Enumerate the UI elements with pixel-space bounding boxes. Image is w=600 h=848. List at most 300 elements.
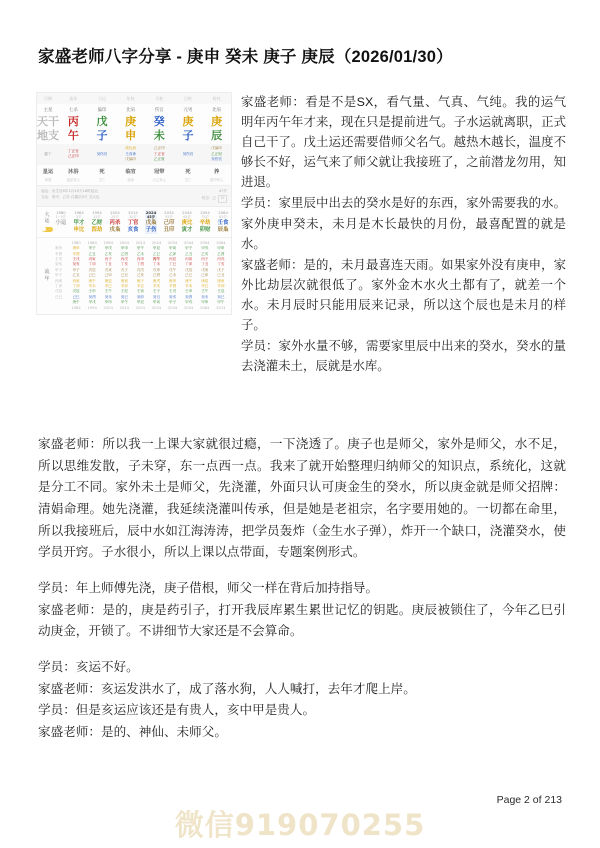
dayun-branch: 辰枭 [217, 227, 229, 233]
liunian-cell[interactable]: 辛酉 [169, 284, 177, 289]
dayun-section [37, 207, 231, 237]
liunian-cell[interactable]: 己丑 [217, 273, 225, 278]
dayun-age: 5岁 [76, 215, 82, 220]
liunian-cell[interactable]: 戊子 [217, 267, 225, 272]
chart-col-dayun: 大运 [88, 93, 117, 104]
earth-branch-row-label: 地支 [37, 129, 59, 143]
liunian-row-label: 辛酉 [55, 251, 63, 256]
liunian-foot-year: 1994 [87, 305, 97, 310]
hidden-stem-item: 癸伤官 [182, 151, 194, 156]
star-fortune-row [37, 165, 231, 176]
liunian-cell[interactable]: 甲寅 [152, 300, 161, 305]
age-text: 47岁 [218, 189, 227, 194]
liunian-cell[interactable]: 癸酉 [185, 294, 193, 299]
liunian-cell[interactable]: 辛酉 [72, 251, 80, 256]
transcript-line: 学员：家里辰中出去的癸水是好的东西，家外需要我的水。家外庚申癸未，未月是木长最快的月份，最喜配置的就是水。 [241, 196, 566, 251]
hidden-stem-row [37, 144, 231, 166]
liunian-cell[interactable]: 乙亥 [201, 251, 209, 256]
liunian-cell[interactable]: 辛未 [88, 284, 96, 289]
shensha-cell: 国印贵人 [209, 178, 224, 183]
dayun-column[interactable] [181, 210, 193, 234]
page-title: 家盛老师八字分享 - 庚申 癸未 庚子 庚辰（2026/01/30） [38, 48, 453, 66]
liunian-cell[interactable]: 甲午 [120, 300, 128, 305]
liunian-cell[interactable]: 庚辰 [104, 278, 112, 283]
liunian-cell[interactable]: 壬午 [201, 289, 209, 294]
liunian-cell[interactable]: 甲申 [104, 300, 112, 305]
liunian-cell[interactable]: 乙卯 [169, 251, 177, 256]
liunian-row-label: 壬戌 [55, 257, 63, 262]
bazi-pillar-table [37, 93, 231, 185]
dayun-branch: 子伤 [145, 227, 157, 233]
chart-col-liunian: 流年 [59, 93, 88, 104]
dayun-stem: 己印 [163, 220, 175, 227]
heaven-stem-cell: 丙 [67, 115, 79, 128]
liunian-cell[interactable]: 癸亥 [169, 294, 177, 299]
liunian-cell[interactable]: 丁巳 [169, 262, 177, 267]
liunian-grid [55, 241, 229, 311]
liunian-label-char2: 年 [44, 275, 50, 282]
shensha-cell: 天乙贵人 [152, 178, 167, 183]
hidden-stem-item: 丁正官 [153, 151, 165, 156]
liunian-foot-year: 2024 [135, 305, 146, 310]
liunian-cell[interactable]: 甲戌 [185, 300, 193, 305]
shensha-row [37, 176, 231, 185]
main-star-cell: 偏印 [97, 107, 107, 113]
chart-col-year-pillar: 年柱 [116, 93, 145, 104]
liunian-cell[interactable]: 辛卯 [120, 284, 128, 289]
dayun-column[interactable] [127, 210, 139, 234]
hidden-stem-item: 戊偏印 [125, 157, 137, 162]
star-fortune-cell: 临官 [125, 169, 136, 176]
earth-branch-row [37, 129, 231, 143]
hidden-stem-cell [174, 144, 203, 166]
liunian-cell[interactable]: 壬辰 [217, 289, 225, 294]
liunian-cell[interactable]: 甲申 [120, 246, 128, 251]
liunian-foot-year: 2014 [119, 305, 130, 310]
liunian-foot-year: 2034 [151, 305, 162, 310]
heaven-stem-cell: 庚 [125, 115, 137, 128]
dayun-year: 2014 [128, 209, 138, 215]
liunian-cell[interactable]: 丁未 [152, 262, 161, 267]
hidden-stem-cell [202, 144, 231, 166]
dayun-stem: 戊枭 [145, 220, 157, 227]
liunian-cell[interactable]: 丁亥 [217, 262, 225, 267]
main-star-row [37, 104, 231, 115]
liunian-head-year: 2054 [200, 240, 210, 245]
chart-header-row [37, 93, 231, 104]
bazi-chart-card [36, 92, 232, 315]
dayun-column[interactable] [55, 210, 67, 234]
dayun-column[interactable] [73, 210, 85, 234]
main-star-row-label: 主星 [43, 107, 53, 113]
dayun-column[interactable] [91, 210, 103, 234]
hidden-stem-item: 丁正官 [67, 148, 79, 153]
dayun-branch: 申比 [73, 227, 85, 233]
liunian-cell[interactable]: 戊申 [152, 267, 161, 272]
dayun-branch: 酉劫 [91, 227, 103, 233]
dayun-age: 25岁 [111, 215, 119, 220]
watermark: 微信919070255 [174, 808, 426, 842]
dayun-branch: 丑印 [163, 227, 175, 233]
dayun-column[interactable] [163, 210, 175, 234]
liunian-cell[interactable]: 己巳 [72, 294, 80, 299]
liunian-row-label: 丙寅 [55, 278, 63, 283]
transcript-group [38, 578, 566, 643]
liunian-cell[interactable]: 戊子 [120, 267, 128, 272]
liunian-cell[interactable]: 丁卯 [88, 262, 96, 267]
liunian-head-year: 1994 [103, 240, 113, 245]
transcript-paragraph: 学员：亥运不好。 [38, 659, 139, 674]
dayun-branch: 寅才 [181, 227, 193, 233]
liunian-cell[interactable]: 甲戌 [88, 300, 96, 305]
liunian-cell[interactable]: 戊午 [169, 267, 177, 272]
transcript-line: 家盛老师：看是不是SX，看气量、气真、气纯。我的运气明年丙午年才来，现在只是提前进气。子水运就离职，正式自己干了。戊土运还需要借师父名气。越热木越长，温度不够长不好，运气来了师父就让我接班了，之前潜龙勿用，知进退。 [241, 95, 566, 190]
dayun-age: 35岁 [129, 215, 137, 220]
dayun-stem: 丙杀 [109, 220, 121, 227]
heaven-stem-row-label: 天干 [37, 115, 59, 128]
liunian-cell[interactable]: 甲子 [88, 246, 96, 251]
dayun-age: 75岁 [201, 215, 209, 220]
hidden-stem-item: 乙正财 [153, 157, 165, 162]
transcript-paragraph: 家盛老师：是的，庚是药引子，打开我辰库累生累世记忆的钥匙。庚辰被锁住了，今年乙巳引动庚金，开锁了。不讲细节大家还是不会算命。 [38, 602, 566, 639]
hidden-stem-cell [88, 144, 117, 166]
earth-branch-cell: 申 [125, 129, 137, 143]
liunian-cell[interactable]: 甲子 [169, 300, 177, 305]
liunian-foot-year: 2044 [167, 305, 178, 310]
expand-icon[interactable]: ⊡ [218, 195, 227, 203]
liunian-head-year: 2064 [216, 240, 226, 245]
liunian-cell[interactable]: 己卯 [104, 273, 112, 278]
liunian-cell[interactable]: 癸巳 [217, 294, 225, 299]
liunian-cell[interactable]: 丙戌 [217, 257, 225, 262]
liunian-cell[interactable]: 壬辰 [120, 289, 128, 294]
liunian-row-label: 己巳 [55, 294, 63, 299]
dayun-year: 1994 [92, 209, 102, 215]
liunian-cell[interactable]: 己巳 [88, 273, 96, 278]
dayun-age: 15岁 [93, 215, 101, 220]
liunian-cell[interactable]: 甲戌 [104, 246, 112, 251]
main-star-cell: 七杀 [68, 107, 78, 113]
liunian-cell[interactable]: 甲子 [72, 267, 80, 272]
liunian-cell[interactable]: 丙子 [201, 257, 209, 262]
liunian-cell[interactable]: 乙亥 [104, 251, 112, 256]
liunian-cell[interactable]: 乙巳 [152, 251, 161, 256]
dayun-year: 1980 [56, 209, 66, 215]
liunian-cell[interactable]: 庚午 [88, 278, 96, 283]
shensha-cell: 禄神 [127, 178, 135, 183]
liunian-cell[interactable]: 戊辰 [88, 267, 96, 272]
liunian-cell[interactable]: 癸未 [104, 294, 112, 299]
liunian-cell[interactable]: 丙子 [104, 257, 112, 262]
dayun-age: 55岁 [165, 215, 173, 220]
chart-info-right [202, 189, 227, 203]
main-star-cell: 伤官 [154, 107, 164, 113]
star-fortune-row-label: 星运 [42, 169, 54, 176]
main-star-cell: 比肩 [126, 107, 136, 113]
transcript-paragraph: 家盛老师：是的、神仙、未师父。 [38, 724, 227, 739]
heaven-stem-cell: 戊 [96, 115, 108, 128]
liunian-head-year: 2024 [151, 240, 162, 245]
heaven-stem-cell: 庚 [211, 115, 223, 128]
hidden-stem-item: 己正印 [67, 154, 79, 159]
liunian-cell[interactable]: 丙戌 [120, 257, 128, 262]
liunian-cell[interactable]: 己巳 [185, 273, 193, 278]
earth-branch-cell: 午 [67, 129, 79, 143]
liunian-cell[interactable]: 丙寅 [185, 257, 193, 262]
transcript-group [38, 657, 566, 744]
liunian-cell[interactable]: 戊戌 [136, 267, 145, 272]
liunian-cell[interactable]: 丁丑 [104, 262, 112, 267]
liunian-cell[interactable]: 壬戌 [169, 289, 177, 294]
liunian-cell[interactable]: 丁丑 [201, 262, 209, 267]
liunian-cell[interactable]: 甲子 [185, 246, 193, 251]
hidden-stem-row-label: 藏干 [44, 151, 52, 156]
hidden-stem-item: 癸伤官 [211, 157, 223, 162]
hidden-stem-cell [116, 144, 145, 166]
dayun-stem: 辛劫 [199, 220, 211, 227]
liunian-head-year: 2044 [184, 240, 194, 245]
dayun-column[interactable] [217, 210, 229, 234]
liunian-cell[interactable]: 丙辰 [169, 257, 177, 262]
dayun-toggle[interactable] [42, 227, 53, 233]
liunian-foot-year: 2004 [103, 305, 113, 310]
dayun-stem: 庚比 [181, 220, 193, 227]
liunian-foot-year: 2054 [184, 305, 194, 310]
main-star-cell: 元男 [183, 107, 193, 113]
right-text-column [241, 92, 566, 377]
liunian-cell[interactable]: 丁亥 [120, 262, 128, 267]
liunian-cell[interactable]: 庚申 [72, 246, 80, 251]
liunian-cell[interactable]: 庚辰 [201, 278, 209, 283]
liunian-footer-row [55, 306, 229, 312]
star-fortune-cell: 沐浴 [68, 169, 79, 176]
dayun-stem: 甲才 [73, 220, 85, 227]
hidden-stem-item: 庚比肩 [125, 146, 137, 151]
liunian-cell[interactable]: 丁卯 [185, 262, 193, 267]
liunian-cell[interactable]: 乙丑 [185, 251, 193, 256]
hidden-stem-item: 乙正财 [211, 151, 223, 156]
liunian-cell-highlighted[interactable]: 丙午 [152, 257, 161, 262]
dayun-column[interactable] [109, 210, 121, 234]
dayun-year: 2024 [145, 209, 157, 215]
liunian-cell[interactable]: 癸未 [201, 294, 209, 299]
heaven-stem-cell: 癸 [153, 115, 165, 128]
liunian-row-label: 癸亥 [55, 262, 63, 267]
liunian-foot-year: 1984 [71, 305, 81, 310]
dayun-year: 2054 [200, 209, 210, 215]
dayun-stem: 壬食 [217, 220, 229, 227]
dayun-year: 2004 [110, 209, 120, 215]
liunian-cell[interactable]: 癸丑 [152, 294, 161, 299]
liunian-cell[interactable]: 乙酉 [120, 251, 128, 256]
shensha-cell: 空亡 [184, 178, 192, 183]
liunian-cell[interactable]: 丁酉 [136, 262, 145, 267]
liunian-cell[interactable]: 乙酉 [217, 251, 225, 256]
chart-info-left [41, 189, 99, 201]
dayun-stem: 小运 [55, 220, 67, 227]
dayun-label-char2: 运 [44, 218, 50, 225]
dayun-age: 85岁 [219, 215, 227, 220]
liunian-head-year: 2004 [119, 240, 130, 245]
chart-col-hour-pillar: 时柱 [202, 93, 231, 104]
dayun-branch: 亥食 [127, 227, 139, 233]
xunkong-text: 旬空：己 [201, 196, 216, 201]
liunian-cell[interactable]: 戊辰 [185, 267, 193, 272]
dayun-year: 2064 [218, 209, 228, 215]
jiaoyun-text: 交运：庚甲、己年 白露后3天 交大运 [41, 195, 100, 200]
liunian-head-year: 1980 [71, 240, 81, 245]
liunian-cell[interactable]: 丙寅 [88, 257, 96, 262]
transcript-paragraph: 家盛老师：所以我一上课大家就很过瘾，一下浇透了。庚子也是师父，家外是师父，水不足，所以思维发散，子未穿，东一点西一点。我来了就开始整理归纳师父的知识点，系统化，这就是分工不同。家外未土是师父，先浇灌，外面只认可庚金生的癸水，所以庚金就是师父招牌：清娟命理。她先浇灌，我延续浇灌叫传承，但是她是老祖宗，名字要用她的。一切都在命里，所以我接班后，辰中水如江海涛涛，把学员轰炸（金生水子弹），炸开一个缺口，浇灌癸水，使学员开窍。子水很小，所以上课以点带面，专题案例形式。 [38, 437, 566, 560]
star-fortune-cell: 冠带 [154, 169, 165, 176]
liunian-cell[interactable]: 甲寅 [169, 246, 177, 251]
liunian-cell[interactable]: 辛巳 [104, 284, 112, 289]
liunian-cell[interactable]: 戊辰 [72, 289, 80, 294]
liunian-cell[interactable]: 庚午 [72, 300, 80, 305]
dayun-side-label [39, 212, 55, 233]
liunian-cell[interactable]: 癸亥 [72, 262, 80, 267]
liunian-cell[interactable]: 乙丑 [72, 273, 80, 278]
liunian-row-label: 戊辰 [55, 289, 63, 294]
liunian-cell[interactable]: 癸卯 [136, 294, 145, 299]
liunian-cell[interactable]: 乙丑 [88, 251, 96, 256]
dayun-stem: 丁官 [127, 220, 139, 227]
shensha-cell: 福星贵人 [66, 178, 81, 183]
liunian-cell[interactable]: 庚午 [185, 278, 193, 283]
liunian-head-year: 2034 [167, 240, 178, 245]
shensha-cell: 空亡 [98, 178, 106, 183]
liunian-cell[interactable]: 戊寅 [201, 267, 209, 272]
hidden-stem-item: 壬食神 [125, 151, 137, 156]
liunian-cell[interactable]: 辛卯 [217, 284, 225, 289]
liunian-row-label: 丁卯 [55, 284, 63, 289]
hidden-stem-item: 戊偏印 [211, 146, 223, 151]
liunian-cell[interactable]: 壬子 [152, 289, 161, 294]
top-content-zone [36, 92, 566, 377]
liunian-cell[interactable]: 己亥 [136, 273, 145, 278]
transcript-paragraph: 学员：但是亥运应该还是有贵人，亥中甲是贵人。 [38, 703, 316, 718]
earth-branch-cell: 子 [96, 129, 108, 143]
liunian-cell[interactable]: 乙未 [136, 251, 145, 256]
liunian-cell[interactable]: 丙申 [136, 257, 145, 262]
liunian-cell[interactable]: 庚戌 [152, 278, 161, 283]
liunian-cell[interactable]: 癸巳 [120, 294, 128, 299]
dayun-label-char1: 大 [44, 211, 50, 218]
liunian-cell[interactable]: 辛未 [185, 284, 193, 289]
hidden-stem-cell [59, 144, 88, 166]
liunian-cell[interactable]: 壬申 [185, 289, 193, 294]
dayun-year: 1984 [74, 209, 84, 215]
liunian-cell[interactable]: 甲午 [217, 300, 225, 305]
liunian-cell[interactable]: 庚申 [169, 278, 177, 283]
liunian-cell[interactable]: 甲申 [217, 246, 225, 251]
transcript-line: 家盛老师：是的，未月最喜连天雨。如果家外没有庚申，家外比劫层次就很低了。家外金木水火土都有了，就差一个水。未月辰时只能用辰来记录，所以这个辰也是未月的样子。 [241, 257, 566, 333]
dayun-branch: 卯财 [199, 227, 211, 233]
liunian-cell[interactable]: 己未 [169, 273, 177, 278]
liunian-cell[interactable]: 庚寅 [120, 278, 128, 283]
liunian-row-label: 甲子 [55, 267, 63, 272]
liunian-cell[interactable]: 癸酉 [88, 294, 96, 299]
liunian-cell[interactable]: 甲戌 [201, 246, 209, 251]
main-star-cell: 比肩 [212, 107, 222, 113]
liunian-cell[interactable]: 壬戌 [72, 257, 80, 262]
liunian-row-label [55, 306, 68, 312]
star-fortune-cell: 死 [99, 169, 105, 176]
dayun-stem: 乙财 [91, 220, 103, 227]
chart-col-date: 日期 [37, 93, 59, 104]
liunian-foot-year: 2074 [216, 305, 226, 310]
liunian-cell[interactable]: 辛巳 [201, 284, 209, 289]
liunian-cell[interactable]: 己卯 [201, 273, 209, 278]
earth-branch-cell: 辰 [211, 129, 223, 143]
page-number: Page 2 of 213 [496, 794, 562, 806]
heaven-stem-cell: 庚 [182, 115, 194, 128]
liunian-cell[interactable]: 壬申 [88, 289, 96, 294]
qiyun-text: 起运：出生后4年1月15天16时起运 [41, 189, 98, 194]
dayun-age: 65岁 [183, 215, 191, 220]
dayun-age: 1~5岁 [55, 215, 67, 220]
dayun-column[interactable] [199, 210, 211, 234]
earth-branch-cell: 未 [153, 129, 165, 143]
liunian-cell[interactable]: 壬寅 [136, 289, 145, 294]
chart-col-month-pillar: 月柱 [145, 93, 174, 104]
liunian-cell[interactable]: 己酉 [152, 273, 161, 278]
hidden-stem-cell [145, 144, 174, 166]
liunian-cell[interactable]: 辛丑 [136, 284, 145, 289]
chart-info-band [37, 185, 231, 207]
xunkong-row [202, 195, 227, 203]
liunian-cell[interactable]: 甲午 [136, 246, 145, 251]
dayun-age: 45岁 [146, 215, 156, 220]
liunian-cell[interactable]: 甲辰 [152, 246, 161, 251]
liunian-section [37, 237, 231, 314]
heaven-stem-row [37, 115, 231, 129]
liunian-head-year: 2014 [135, 240, 146, 245]
dayun-grid [55, 210, 229, 234]
hidden-stem-item: 癸伤官 [96, 151, 108, 156]
chart-col-day-pillar: 日柱 [174, 93, 203, 104]
liunian-cell[interactable]: 丁卯 [72, 284, 80, 289]
liunian-row-label: 庚申 [55, 246, 63, 251]
dayun-year: 2034 [164, 209, 174, 215]
dayun-branch: 戌枭 [109, 227, 121, 233]
earth-branch-cell: 子 [182, 129, 194, 143]
transcript-paragraph: 学员：年上师傅先浇，庚子借根，师父一样在背后加持指导。 [38, 580, 379, 595]
liunian-cell[interactable]: 戊寅 [104, 267, 112, 272]
star-fortune-cell: 死 [185, 169, 191, 176]
liunian-label-char1: 流 [44, 269, 50, 276]
dayun-column-active[interactable] [145, 210, 157, 234]
liunian-row-label: 甲子 [55, 273, 63, 278]
liunian-cell[interactable]: 庚寅 [217, 278, 225, 283]
liunian-side-label [39, 269, 55, 282]
liunian-cell[interactable]: 辛亥 [152, 284, 161, 289]
transcript-line: 学员：家外水量不够，需要家里辰中出来的癸水，癸水的量去浇灌未土，辰就是水库。 [241, 339, 566, 374]
liunian-cell[interactable]: 壬午 [104, 289, 112, 294]
liunian-cell[interactable]: 甲辰 [136, 300, 145, 305]
liunian-cell[interactable]: 甲申 [201, 300, 209, 305]
shensha-row-label: 神煞 [44, 178, 52, 183]
liunian-head-year: 1984 [87, 240, 97, 245]
liunian-cell[interactable]: 己丑 [120, 273, 128, 278]
liunian-foot-year: 2064 [200, 305, 210, 310]
transcript-paragraph: 家盛老师：亥运发洪水了，成了落水狗，人人喊打，去年才爬上岸。 [38, 681, 416, 696]
body-text-zone [38, 434, 566, 758]
hidden-stem-item: 己正印 [153, 146, 165, 151]
star-fortune-cell: 养 [214, 169, 220, 176]
liunian-cell[interactable]: 丙寅 [72, 278, 80, 283]
liunian-cell[interactable]: 庚子 [136, 278, 145, 283]
